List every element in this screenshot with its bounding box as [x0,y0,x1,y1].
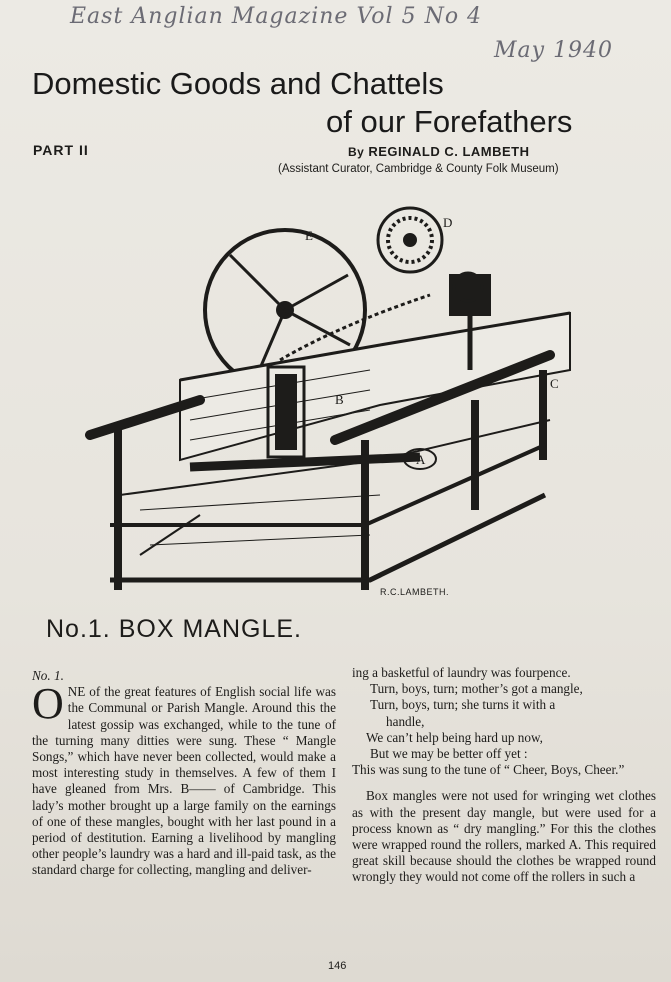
label-b: B [335,392,344,407]
label-e: E [305,228,313,243]
page-number: 146 [328,960,347,972]
section-number: No. 1. [32,668,64,683]
author-name: REGINALD C. LAMBETH [368,144,530,159]
verse-tune-note: This was sung to the tune of “ Cheer, Boys, Cheer.” [352,762,625,778]
label-a: A [416,452,426,467]
verse-line: handle, [386,713,425,729]
drop-cap: O [32,679,64,729]
label-d: D [443,215,453,230]
illustrator-signature: R.C.LAMBETH. [380,587,450,597]
label-c: C [550,376,559,391]
paragraph-1-continued: ing a basketful of laundry was fourpence. [352,665,571,680]
verse-line: Turn, boys, turn; mother’s got a mangle, [370,681,583,697]
verse-line: Turn, boys, turn; she turns it with a [370,697,556,713]
mangle-song-verse [352,681,656,762]
mangle-box [180,313,570,460]
byline-by: By [348,145,365,159]
author-affiliation: (Assistant Curator, Cambridge & County Folk Museum) [278,163,559,175]
column-left [32,668,336,879]
handwritten-citation: East Anglian Magazine Vol 5 No 4 [70,4,483,29]
part-label: PART II [33,142,89,158]
verse-line: But we may be better off yet : [370,746,528,762]
byline [348,144,530,159]
paragraph-1 [32,679,336,878]
handwritten-date: May 1940 [494,38,614,63]
verse-line: We can’t help being hard up now, [366,729,543,745]
figure-caption: No.1. BOX MANGLE. [46,615,302,643]
box-mangle-illustration [80,195,640,605]
article-title-line2: of our Forefathers [326,104,573,139]
paragraph-1-text: NE of the great features of English social life was the Communal or Parish Mangle. Around this the latest gossip was exchanged, while to the tune of the turning many ditties were sung. These “ Mangle Songs,” which have never been collected, would make a most interesting study in themselves. A few of them I have gleaned from Mrs. B—— of Cambridge. This lady’s mother brought up a large family on the earnings of one of these mangles, bought with her last pound in a period of destitution. Earning a livelihood by mangling other people’s laundry was a hard and ill-paid task, as the standard charge for collecting, mangling and deliver- [32,684,336,878]
column-right [352,665,656,886]
article-title-line1: Domestic Goods and Chattels [32,66,444,101]
paragraph-2: Box mangles were not used for wringing wet clothes as with the present day mangle, but were used for a process known as “ dry mangling.” For this the clothes were wrapped round the rollers, marked A. This required great skill because should the clothes be wrapped round wrongly they would not come off the rollers in such a [352,788,656,885]
